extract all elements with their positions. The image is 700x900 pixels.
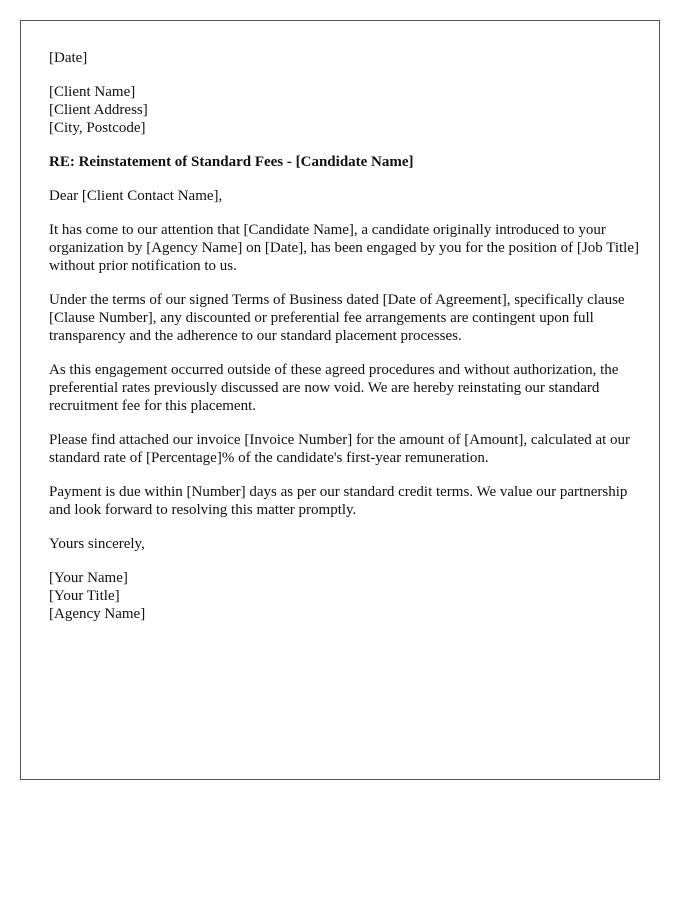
body-paragraph: Payment is due within [Number] days as per our standard credit terms. We value our partnership and look forward to resolving this matter promptly. — [49, 484, 628, 518]
body-paragraph: Please find attached our invoice [Invoice Number] for the amount of [Amount], calculated at our standard rate of [Percentage]% of the candidate's first-year remuneration. — [49, 432, 631, 466]
signature-block — [49, 569, 639, 623]
signature-name: [Your Name] — [49, 570, 128, 586]
body-paragraph: Under the terms of our signed Terms of Business dated [Date of Agreement], specifically clause [Clause Number], any discounted or preferential fee arrangements are contingent upon full transparency and the adherence to our standard placement processes. — [49, 292, 625, 344]
recipient-city-postcode: [City, Postcode] — [49, 120, 146, 136]
body-paragraph: As this engagement occurred outside of these agreed procedures and without authorization, the preferential rates previously discussed are now void. We are hereby reinstating our standard recruitment fee for this placement. — [49, 362, 619, 414]
date-block — [49, 49, 639, 67]
closing: Yours sincerely, — [49, 536, 145, 552]
subject-line: RE: Reinstatement of Standard Fees - [Candidate Name] — [49, 154, 414, 170]
signature-title: [Your Title] — [49, 588, 120, 604]
body-paragraph: It has come to our attention that [Candidate Name], a candidate originally introduced to your organization by [Agency Name] on [Date], has been engaged by you for the position of [Job Title] without prior notification to us. — [49, 222, 639, 274]
signature-agency: [Agency Name] — [49, 606, 146, 622]
salutation: Dear [Client Contact Name], — [49, 188, 223, 204]
letter-date: [Date] — [49, 50, 88, 66]
recipient-name: [Client Name] — [49, 84, 136, 100]
recipient-address: [Client Address] — [49, 102, 148, 118]
recipient-block — [49, 83, 639, 137]
letter-body — [49, 49, 639, 639]
letter-page — [20, 20, 660, 780]
